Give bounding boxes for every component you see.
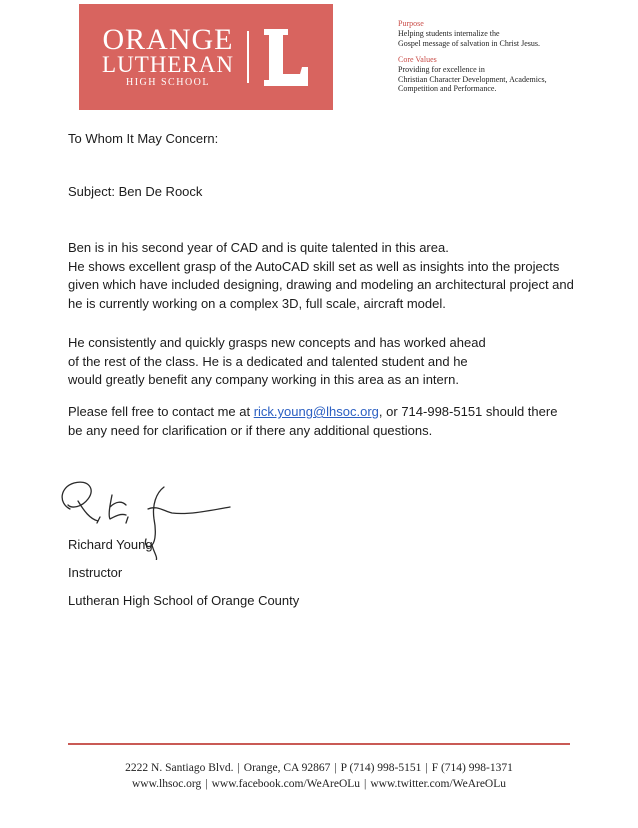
logo-line-lutheran: LUTHERAN: [102, 52, 234, 77]
paragraph-2: [68, 334, 486, 390]
paragraph-line: he is currently working on a complex 3D, full scale, aircraft model.: [68, 295, 446, 311]
purpose-line: Gospel message of salvation in Christ Jesus.: [398, 38, 540, 48]
footer-city: Orange, CA 92867: [243, 762, 331, 774]
footer-address-line: [0, 762, 638, 774]
footer-address: 2222 N. Santiago Blvd.: [125, 762, 234, 774]
email-link[interactable]: rick.young@lhsoc.org: [253, 404, 379, 419]
logo-divider: [247, 31, 249, 83]
signer-title: Instructor: [68, 565, 123, 580]
footer-fax: F (714) 998-1371: [431, 762, 513, 774]
footer-phone: P (714) 998-5151: [340, 762, 422, 774]
logo-l-emblem-icon: [264, 29, 308, 86]
salutation: To Whom It May Concern:: [68, 131, 219, 146]
contact-line: [68, 403, 557, 422]
footer-website-link[interactable]: www.lhsoc.org: [131, 778, 202, 790]
paragraph-1: [68, 239, 574, 313]
footer-separator: |: [237, 762, 240, 774]
contact-prefix: Please fell free to contact me at: [68, 404, 254, 419]
paragraph-line: would greatly benefit any company working in this area as an intern.: [68, 372, 459, 387]
subject-line: Subject: Ben De Roock: [68, 184, 203, 199]
paragraph-line: Ben is in his second year of CAD and is quite talented in this area.: [68, 240, 449, 255]
paragraph-line: of the rest of the class. He is a dedicated and talented student and he: [68, 353, 468, 369]
logo-wordmark: [79, 23, 257, 90]
purpose-heading: Purpose: [398, 19, 424, 28]
footer-separator: |: [425, 762, 428, 774]
footer-twitter-link[interactable]: www.twitter.com/WeAreOLu: [370, 778, 507, 790]
paragraph-line: He shows excellent grasp of the AutoCAD skill set as well as insights into the projects: [68, 258, 560, 274]
contact-suffix: , or 714-998-5151 should there: [378, 404, 558, 419]
signer-name: Richard Young: [68, 537, 153, 552]
contact-line-2: be any need for clarification or if there any additional questions.: [68, 422, 433, 438]
footer-divider: [68, 743, 570, 745]
core-values-line: Competition and Performance.: [398, 84, 497, 93]
footer-separator: |: [205, 778, 208, 790]
logo-line-orange: ORANGE: [102, 23, 234, 56]
footer-facebook-link[interactable]: www.facebook.com/WeAreOLu: [211, 778, 361, 790]
footer-separator: |: [364, 778, 367, 790]
school-logo: [79, 4, 333, 110]
paragraph-line: He consistently and quickly grasps new concepts and has worked ahead: [68, 335, 486, 350]
core-values-line: Christian Character Development, Academics,: [398, 74, 547, 84]
contact-paragraph: [68, 403, 557, 440]
logo-line-high-school: HIGH SCHOOL: [126, 77, 210, 88]
purpose-line: Helping students internalize the: [398, 29, 500, 38]
signer-organization: Lutheran High School of Orange County: [68, 593, 300, 608]
core-values-heading: Core Values: [398, 55, 437, 64]
purpose-panel: [398, 19, 628, 94]
paragraph-line: given which have included designing, drawing and modeling an architectural project and: [68, 277, 574, 292]
footer-separator: |: [334, 762, 337, 774]
footer-links-line: [0, 778, 638, 790]
core-values: [398, 55, 628, 94]
core-values-line: Providing for excellence in: [398, 65, 485, 74]
